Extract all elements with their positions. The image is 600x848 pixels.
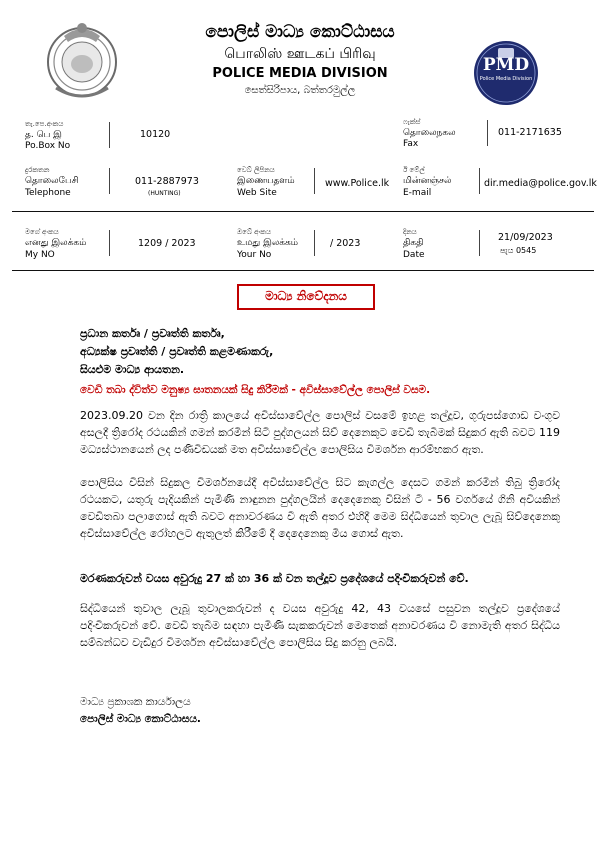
myno-bracket bbox=[100, 230, 110, 256]
pmd-logo-subtext: Police Media Division bbox=[479, 76, 533, 82]
body-paragraph: මරණකරුවන් වයස අවුරුදු 27 ක් හා 36 ක් වන තල්දූව ප්‍රදේශයේ පදිංචිකරුවන් වේ. bbox=[80, 572, 469, 585]
date-label-si: දිනය bbox=[403, 228, 417, 236]
header-title-tamil: பொலிஸ் ஊடகப் பிரிவு bbox=[224, 46, 376, 62]
date-bracket bbox=[470, 230, 480, 256]
pobox-bracket bbox=[100, 122, 110, 148]
yourno-label-si: ඔබේ අංකය bbox=[237, 228, 271, 236]
myno-label-si: මගේ අංකය bbox=[25, 228, 59, 236]
header-divider-bottom bbox=[12, 270, 594, 271]
pmd-logo-text: PMD bbox=[482, 55, 530, 75]
website-label-en: Web Site bbox=[237, 188, 277, 198]
fax-label-ta: தொலைநகல bbox=[403, 128, 456, 138]
pobox-label-ta: த. பெ இ bbox=[25, 130, 62, 140]
header-divider-top bbox=[12, 211, 594, 212]
fax-value: 011-2171635 bbox=[498, 127, 562, 138]
myno-value: 1209 / 2023 bbox=[138, 238, 196, 249]
signature-line: පොලිස් මාධ්‍ය කොට්ඨාසය. bbox=[80, 713, 201, 725]
fax-label-en: Fax bbox=[403, 139, 419, 149]
yourno-bracket bbox=[305, 230, 315, 256]
telephone-value: 011-2887973 bbox=[135, 176, 199, 187]
date-label-ta: திகதி bbox=[403, 238, 424, 248]
recipient-line: සියළුම මාධ්‍ය ආයතන. bbox=[80, 363, 185, 376]
pobox-value: 10120 bbox=[140, 129, 171, 140]
email-label-si: ඊ මේල් bbox=[403, 166, 425, 174]
date-value: 21/09/2023 bbox=[498, 232, 553, 243]
body-paragraph: පොලිසිය විසින් සිදුකල විමර්ශනයේදී අවිස්සාවේල්ල සිට කැගල්ල දෙසට ගමන් කරමින් තිබු ත්‍රිරෝද රථයකට, යතුරු පැදියකින් පැමිණි නාඳුනන පුද්ගලයින් දෙදෙනෙකු විසින් ටී - 56 වර්ගයේ ගිනි අවියකින් වෙඩිතබා පලාගොස් ඇති බවට අනාවරණය වී ඇති අතර එහිදී මෙම සිද්ධියෙන් තුවාල ලැබූ සිව්දෙනෙකු අවිස්සාවේල්ල රෝහලට ඇතුලත් කිරීමේ දී දෙදෙනෙකු මිය ගොස් ඇත. bbox=[80, 476, 560, 540]
yourno-label-ta: உமது இலக்கம் bbox=[237, 238, 299, 248]
telephone-bracket bbox=[100, 168, 110, 194]
pobox-label-si: තැ.පෙ.අංකය bbox=[25, 120, 64, 128]
header-title-sinhala: පොලිස් මාධ්‍ය කොට්ඨාසය bbox=[205, 22, 395, 42]
website-label-ta: இணையதளம் bbox=[237, 176, 295, 186]
email-label-ta: மின்னஞ்சல் bbox=[403, 176, 452, 186]
yourno-label-en: Your No bbox=[237, 250, 272, 260]
police-emblem-logo bbox=[42, 16, 122, 104]
header-title-english: POLICE MEDIA DIVISION bbox=[212, 66, 388, 81]
website-bracket bbox=[305, 168, 315, 194]
signature-line: මාධ්‍ය ප්‍රකාශක කාර්යාලය bbox=[80, 696, 191, 708]
recipient-line: ප්‍රධාන කර්තෘ / ප්‍රවෘත්ති කර්තෘ, bbox=[80, 327, 225, 340]
website-value: www.Police.lk bbox=[325, 178, 390, 189]
email-value: dir.media@police.gov.lk bbox=[484, 178, 597, 189]
body-paragraph: 2023.09.20 වන දින රාත්‍රි කාලයේ අවිස්සාවේල්ල පොලිස් වසමේ ඉහළ තල්දූව, ගුරුපස්ගොඩ වංගුව අසලදී ත්‍රිරෝද රථයකින් ගමන් කරමින් සිටි පුද්ගලයන් සිව් දෙනෙකුට වෙඩි තැබීමක් සිදුකර ඇති බවට 119 මධ්‍යස්ථානයෙන් ලද පණිවිඩයක් මත අවිස්සාවේල්ල පොලිසිය විමර්ශන ආරම්භකර ඇත. bbox=[80, 409, 560, 456]
notice-title: මාධ්‍ය නිවේදනය bbox=[265, 289, 347, 303]
fax-label-si: ෆැක්ස් bbox=[403, 118, 421, 126]
yourno-value: / 2023 bbox=[330, 238, 361, 249]
header-address: සෙත්සිරිපාය, බත්තරමුල්ල bbox=[244, 85, 356, 96]
date-time: පැය 0545 bbox=[500, 246, 537, 255]
telephone-note: (HUNTING) bbox=[148, 190, 181, 197]
telephone-label-si: දුරකතන bbox=[25, 166, 50, 174]
telephone-label-en: Telephone bbox=[25, 188, 71, 198]
recipient-line: අධ්‍යක්ෂ ප්‍රවෘත්ති / ප්‍රවෘත්ති කළමණාකරු, bbox=[80, 345, 274, 358]
telephone-label-ta: தொலைபேசி bbox=[25, 176, 79, 186]
myno-label-ta: எனது இலக்கம் bbox=[25, 238, 87, 248]
website-label-si: වෙබ් ලිපිනය bbox=[237, 166, 275, 174]
subject-heading: වෙඩි තබා ද්විත්ව මනුෂ්‍ය ඝාතනයක් සිදු කිරීමක් - අවිස්සාවේල්ල පොලිස් වසම. bbox=[80, 384, 431, 396]
email-label-en: E-mail bbox=[403, 188, 432, 198]
email-bracket bbox=[470, 168, 480, 194]
myno-label-en: My NO bbox=[25, 250, 55, 260]
pobox-label-en: Po.Box No bbox=[25, 141, 71, 151]
body-paragraph: සිද්ධියෙන් තුවාල ලැබූ තුවාලකරුවන් ද වයස අවුරුදු 42, 43 වයසේ පසුවන තල්දූව ප්‍රදේශයේ පදිංචිකරුවන් වේ. වෙඩි තැබීම සඳහා පැමිණි සැකකරුවන් මෙතෙක් අනාවරණය වී නොමැති අතර සිද්ධිය සම්බන්ධව වැඩිදුර විමර්ශන අවිස්සාවේල්ල පොලිසිය සිදු කරනු ලබයි. bbox=[80, 602, 560, 649]
fax-bracket bbox=[478, 120, 488, 146]
date-label-en: Date bbox=[403, 250, 425, 260]
